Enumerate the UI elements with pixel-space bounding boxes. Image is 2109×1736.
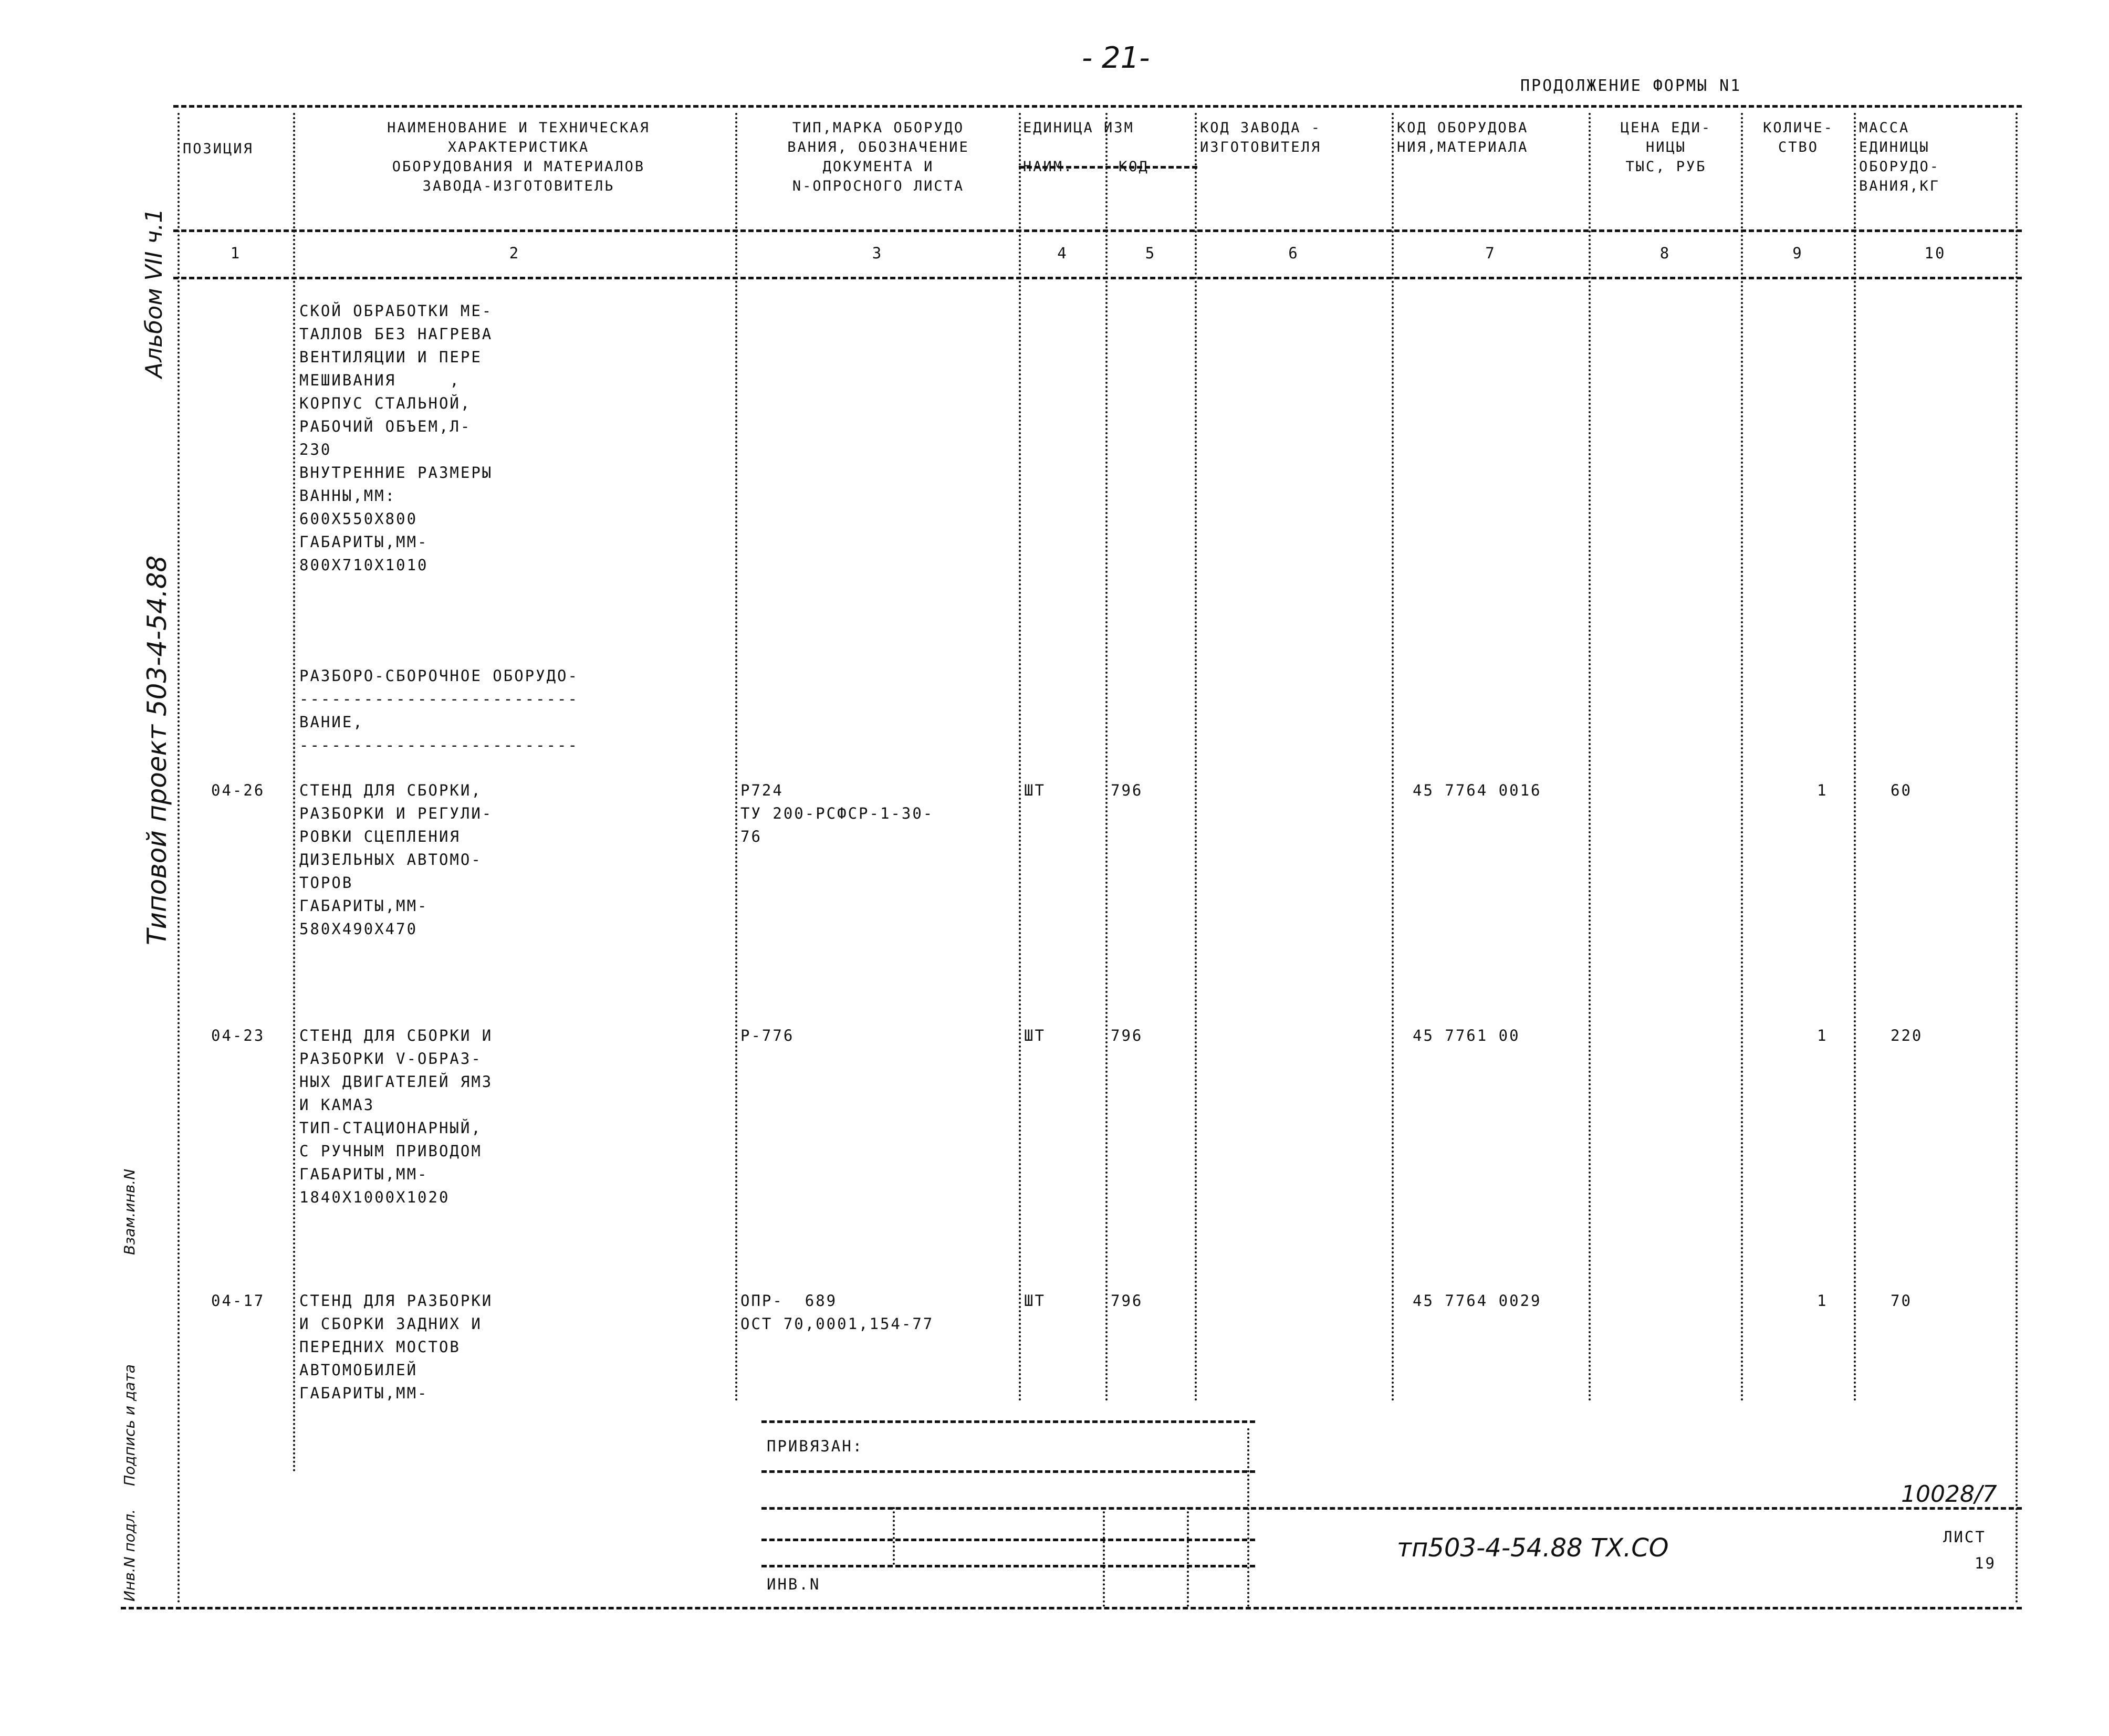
continuation-label: ПРОДОЛЖЕНИЕ ФОРМЫ N1 <box>1520 77 1742 95</box>
column-separator <box>2016 113 2018 1604</box>
row-name: СТЕНД ДЛЯ РАЗБОРКИ И СБОРКИ ЗАДНИХ И ПЕРЕДНИХ МОСТОВ АВТОМОБИЛЕЙ ГАБАРИТЫ,ММ- <box>299 1292 493 1402</box>
row-qty: 1 <box>1817 781 1828 799</box>
numbering-bottom-border <box>173 277 2022 279</box>
row-position: 04-26 <box>211 781 265 799</box>
column-separator <box>1589 113 1591 1402</box>
table-bottom-border <box>121 1607 2022 1609</box>
row-equip-code: 45 7764 0029 <box>1413 1292 1542 1310</box>
side-album-label: Альбом VII ч.1 <box>141 208 168 378</box>
row-unit: ШТ <box>1024 1292 1046 1310</box>
stamp-line <box>761 1470 1255 1473</box>
row-qty: 1 <box>1817 1027 1828 1044</box>
header-qty: КОЛИЧЕ- СТВО <box>1763 120 1834 155</box>
sheet-number: 19 <box>1975 1554 1996 1572</box>
column-number: 2 <box>509 244 520 262</box>
table-top-border <box>173 105 2022 108</box>
side-inv-label-3: Взам.инв.N <box>121 1168 138 1255</box>
row-type: Р724 ТУ 200-РСФСР-1-30- 76 <box>740 781 934 845</box>
header-factory-code: КОД ЗАВОДА - ИЗГОТОВИТЕЛЯ <box>1200 120 1322 155</box>
row-mass: 70 <box>1891 1292 1912 1310</box>
row-name: РАЗБОРО-СБОРОЧНОЕ ОБОРУДО- -------------------------- ВАНИЕ, -------------------------- <box>299 667 579 754</box>
column-separator <box>1854 113 1856 1402</box>
row-unit: ШТ <box>1024 781 1046 799</box>
column-separator <box>1195 113 1197 1402</box>
column-number: 7 <box>1485 244 1496 262</box>
header-name: НАИМЕНОВАНИЕ И ТЕХНИЧЕСКАЯ ХАРАКТЕРИСТИКА ОБОРУДОВАНИЯ И МАТЕРИАЛОВ ЗАВОДА-ИЗГОТОВИТЕЛЬ <box>387 120 650 194</box>
inv-label: ИНВ.N <box>767 1575 821 1593</box>
bound-label: ПРИВЯЗАН: <box>767 1437 864 1455</box>
sheet-label: ЛИСТ <box>1943 1528 1986 1546</box>
row-equip-code: 45 7761 00 <box>1413 1027 1520 1044</box>
column-number: 8 <box>1659 244 1671 262</box>
stamp-top-border <box>761 1420 1255 1423</box>
column-separator <box>178 113 180 1604</box>
column-separator <box>1392 113 1394 1402</box>
header-bottom-border <box>173 229 2022 232</box>
stamp-separator <box>1103 1507 1105 1607</box>
header-mass: МАССА ЕДИНИЦЫ ОБОРУДО- ВАНИЯ,КГ <box>1859 120 1940 194</box>
stamp-separator <box>1187 1507 1189 1607</box>
header-price: ЦЕНА ЕДИ- НИЦЫ ТЫС, РУБ <box>1620 120 1712 175</box>
doc-code: тп503-4-54.88 ТХ.СО <box>1397 1533 1669 1563</box>
side-inv-label-1: Инв.N подл. <box>121 1509 138 1602</box>
header-type: ТИП,МАРКА ОБОРУДО ВАНИЯ, ОБОЗНАЧЕНИЕ ДОКУМЕНТА И N-ОПРОСНОГО ЛИСТА <box>787 120 969 194</box>
column-number: 9 <box>1792 244 1803 262</box>
stamp-line <box>761 1507 2022 1510</box>
row-mass: 60 <box>1891 781 1912 799</box>
header-equip-code: КОД ОБОРУДОВА НИЯ,МАТЕРИАЛА <box>1397 120 1529 155</box>
row-position: 04-17 <box>211 1292 265 1310</box>
header-position: ПОЗИЦИЯ <box>183 141 254 157</box>
row-name: СТЕНД ДЛЯ СБОРКИ И РАЗБОРКИ V-ОБРАЗ- НЫХ ДВИГАТЕЛЕЙ ЯМЗ И КАМАЗ ТИП-СТАЦИОНАРНЫЙ, С РУЧНЫМ ПРИВОДОМ ГАБАРИТЫ,ММ- 1840Х1000Х1020 <box>299 1027 493 1206</box>
column-separator <box>1019 113 1021 1402</box>
column-separator <box>1105 113 1108 1402</box>
column-number: 3 <box>872 244 883 262</box>
stamp-line <box>761 1565 1255 1567</box>
row-unit: ШТ <box>1024 1027 1046 1044</box>
column-number: 5 <box>1145 244 1156 262</box>
column-separator <box>1741 113 1743 1402</box>
stamp-line <box>761 1539 1255 1541</box>
row-type: ОПР- 689 ОСТ 70,0001,154-77 <box>740 1292 934 1333</box>
stamp-separator <box>1247 1428 1249 1607</box>
column-number: 10 <box>1924 244 1946 262</box>
row-equip-code: 45 7764 0016 <box>1413 781 1542 799</box>
header-unit: ЕДИНИЦА ИЗМ НАИМ. <box>1023 120 1134 175</box>
row-mass: 220 <box>1891 1027 1923 1044</box>
row-position: 04-23 <box>211 1027 265 1044</box>
column-separator <box>735 113 737 1402</box>
row-qty: 1 <box>1817 1292 1828 1310</box>
row-unit-code: 796 <box>1111 1292 1143 1310</box>
side-inv-label-2: Подпись и дата <box>121 1364 138 1486</box>
page-number: - 21- <box>1082 41 1150 75</box>
archive-number: 10028/7 <box>1901 1481 1997 1508</box>
column-number: 6 <box>1288 244 1299 262</box>
column-number: 1 <box>230 244 242 262</box>
side-project-label: Типовой проект 503-4-54.88 <box>142 555 172 945</box>
row-unit-code: 796 <box>1111 781 1143 799</box>
stamp-separator <box>893 1507 895 1565</box>
header-unit-code: КОД <box>1119 159 1149 175</box>
row-name: СКОЙ ОБРАБОТКИ МЕ- ТАЛЛОВ БЕЗ НАГРЕВА ВЕНТИЛЯЦИИ И ПЕРЕ МЕШИВАНИЯ , КОРПУС СТАЛЬНОЙ, РАБОЧИЙ ОБЪЕМ,Л- 230 ВНУТРЕННИЕ РАЗМЕРЫ ВАННЫ,ММ: 600Х550Х800 ГАБАРИТЫ,ММ- 800Х710Х1010 <box>299 302 493 574</box>
row-name: СТЕНД ДЛЯ СБОРКИ, РАЗБОРКИ И РЕГУЛИ- РОВКИ СЦЕПЛЕНИЯ ДИЗЕЛЬНЫХ АВТОМО- ТОРОВ ГАБАРИТЫ,ММ- 580Х490Х470 <box>299 781 493 938</box>
row-unit-code: 796 <box>1111 1027 1143 1044</box>
row-type: Р-776 <box>740 1027 795 1044</box>
column-separator <box>293 113 295 1473</box>
column-number: 4 <box>1057 244 1068 262</box>
